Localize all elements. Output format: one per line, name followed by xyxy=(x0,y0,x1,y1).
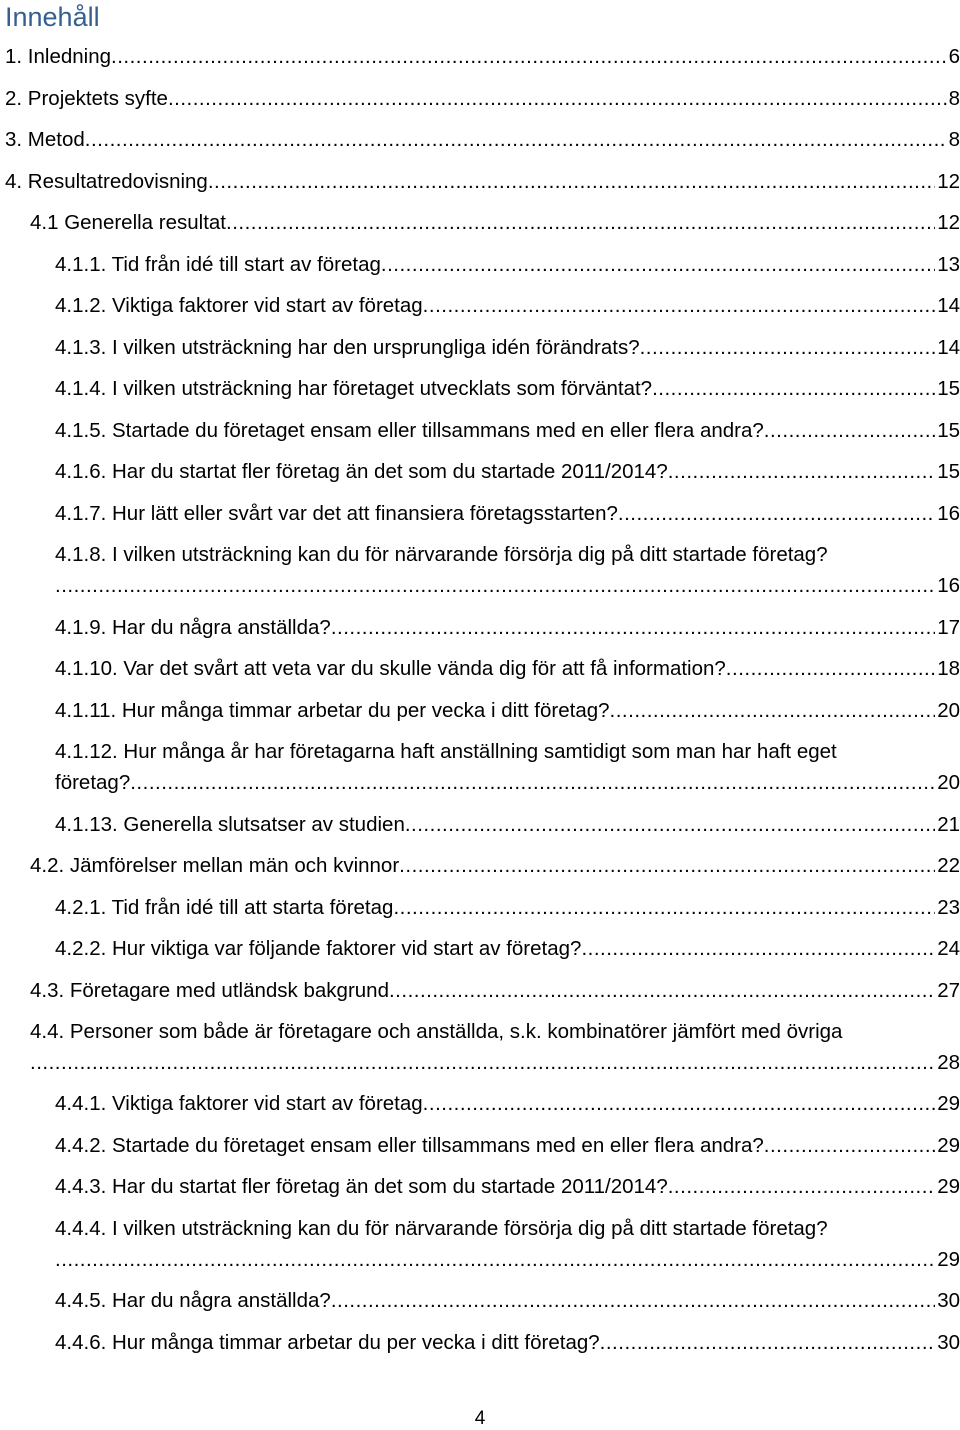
toc-page-number: 16 xyxy=(937,502,960,525)
toc-page-number: 27 xyxy=(937,979,960,1002)
dot-leader xyxy=(423,292,936,320)
dot-leader xyxy=(208,168,935,196)
toc-entry-title: 4.1.7. Hur lätt eller svårt var det att finansiera företagsstarten? xyxy=(55,502,618,525)
toc-entry-title: 4.4.2. Startade du företaget ensam eller tillsammans med en eller flera andra? xyxy=(55,1134,764,1157)
toc-entry-title: 4.4. Personer som både är företagare och anställda, s.k. kombinatörer jämfört med övriga xyxy=(30,1020,843,1043)
dot-leader xyxy=(726,655,935,683)
dot-leader xyxy=(381,251,935,279)
toc-page-number: 24 xyxy=(937,937,960,960)
toc-entry-title: 4.1.10. Var det svårt att veta var du skulle vända dig för att få information? xyxy=(55,657,726,680)
toc-page-number: 15 xyxy=(937,419,960,442)
dot-leader xyxy=(600,1329,936,1357)
toc-page-number: 30 xyxy=(937,1331,960,1354)
toc-entry-title: 4. Resultatredovisning xyxy=(5,170,208,193)
dot-leader xyxy=(423,1090,936,1118)
dot-leader xyxy=(610,697,936,725)
page-number: 4 xyxy=(474,1408,486,1429)
toc-page-number: 18 xyxy=(937,657,960,680)
dot-leader xyxy=(331,1287,935,1315)
toc-entry-title: 4.1.12. Hur många år har företagarna haft anställning samtidigt som man har haft eget xyxy=(55,740,837,763)
dot-leader xyxy=(168,85,947,113)
dot-leader xyxy=(618,500,935,528)
toc-page-number: 20 xyxy=(937,771,960,794)
dot-leader xyxy=(668,458,935,486)
toc-page-number: 8 xyxy=(948,128,960,151)
toc-page-number: 29 xyxy=(937,1175,960,1198)
toc-entry-title: 4.1 Generella resultat xyxy=(30,211,227,234)
dot-leader xyxy=(405,811,935,839)
toc-page-number: 29 xyxy=(937,1134,960,1157)
toc-entry-title: 4.1.8. I vilken utsträckning kan du för närvarande försörja dig på ditt startade företag? xyxy=(55,543,828,566)
toc-entry-title: 4.2.2. Hur viktiga var följande faktorer vid start av företag? xyxy=(55,937,582,960)
toc-entry-title: 4.4.5. Har du några anställda? xyxy=(55,1289,331,1312)
toc-entry-title: 3. Metod xyxy=(5,128,85,151)
dot-leader xyxy=(85,126,947,154)
page-title: Innehåll xyxy=(5,2,100,32)
dot-leader xyxy=(111,43,947,71)
toc-page-number: 28 xyxy=(937,1051,960,1074)
toc-entry-title: 4.1.9. Har du några anställda? xyxy=(55,616,331,639)
dot-leader xyxy=(389,977,935,1005)
dot-leader xyxy=(226,209,935,237)
toc-page-number: 15 xyxy=(937,460,960,483)
toc-page-number: 15 xyxy=(937,377,960,400)
toc-page-number: 17 xyxy=(937,616,960,639)
toc-entry-title: 4.1.2. Viktiga faktorer vid start av företag xyxy=(55,294,423,317)
toc-page-number: 13 xyxy=(937,253,960,276)
dot-leader xyxy=(764,417,935,445)
toc-page-number: 21 xyxy=(937,813,960,836)
toc-page-number: 16 xyxy=(937,574,960,597)
dot-leader xyxy=(668,1173,935,1201)
toc-page-number: 30 xyxy=(937,1289,960,1312)
toc-entry-title: 4.1.1. Tid från idé till start av företag xyxy=(55,253,381,276)
toc-entry-title: 4.1.3. I vilken utsträckning har den ursprungliga idén förändrats? xyxy=(55,336,640,359)
dot-leader xyxy=(652,375,935,403)
dot-leader xyxy=(399,852,935,880)
toc-page-number: 20 xyxy=(937,699,960,722)
toc-page-number: 23 xyxy=(937,896,960,919)
toc-page-number: 14 xyxy=(937,336,960,359)
dot-leader xyxy=(331,614,935,642)
dot-leader xyxy=(30,1049,935,1077)
dot-leader xyxy=(130,769,935,797)
dot-leader xyxy=(581,935,935,963)
toc-entry-title: 4.4.3. Har du startat fler företag än det som du startade 2011/2014? xyxy=(55,1175,668,1198)
toc-page-number: 8 xyxy=(948,87,960,110)
toc-page-number: 12 xyxy=(937,211,960,234)
dot-leader xyxy=(55,1246,935,1274)
toc-entry-title: 4.4.1. Viktiga faktorer vid start av företag xyxy=(55,1092,423,1115)
toc-entry-title: 4.3. Företagare med utländsk bakgrund xyxy=(30,979,389,1002)
toc-page-number: 12 xyxy=(937,170,960,193)
toc-entry-title: 4.1.11. Hur många timmar arbetar du per vecka i ditt företag? xyxy=(55,699,610,722)
toc-entry-title: 2. Projektets syfte xyxy=(5,87,168,110)
toc-entry-title: 4.1.4. I vilken utsträckning har företaget utvecklats som förväntat? xyxy=(55,377,653,400)
toc-entry-title: 4.1.6. Har du startat fler företag än det som du startade 2011/2014? xyxy=(55,460,668,483)
toc-page-number: 14 xyxy=(937,294,960,317)
toc-page-number: 22 xyxy=(937,854,960,877)
toc-entry-title: 1. Inledning xyxy=(5,45,112,68)
toc-entry-title: 4.1.5. Startade du företaget ensam eller tillsammans med en eller flera andra? xyxy=(55,419,764,442)
dot-leader xyxy=(55,572,935,600)
toc-entry-title: 4.2.1. Tid från idé till att starta företag xyxy=(55,896,394,919)
toc-page-number: 6 xyxy=(948,45,960,68)
dot-leader xyxy=(393,894,935,922)
toc-entry-title: 4.4.4. I vilken utsträckning kan du för närvarande försörja dig på ditt startade företag? xyxy=(55,1217,828,1240)
dot-leader xyxy=(764,1132,935,1160)
toc-page-number: 29 xyxy=(937,1092,960,1115)
toc-entry-title: 4.1.13. Generella slutsatser av studien xyxy=(55,813,405,836)
dot-leader xyxy=(640,334,936,362)
toc-entry-title-continued: företag? xyxy=(55,771,131,794)
toc-page-number: 29 xyxy=(937,1248,960,1271)
toc-entry-title: 4.2. Jämförelser mellan män och kvinnor xyxy=(30,854,400,877)
toc-entry-title: 4.4.6. Hur många timmar arbetar du per vecka i ditt företag? xyxy=(55,1331,600,1354)
